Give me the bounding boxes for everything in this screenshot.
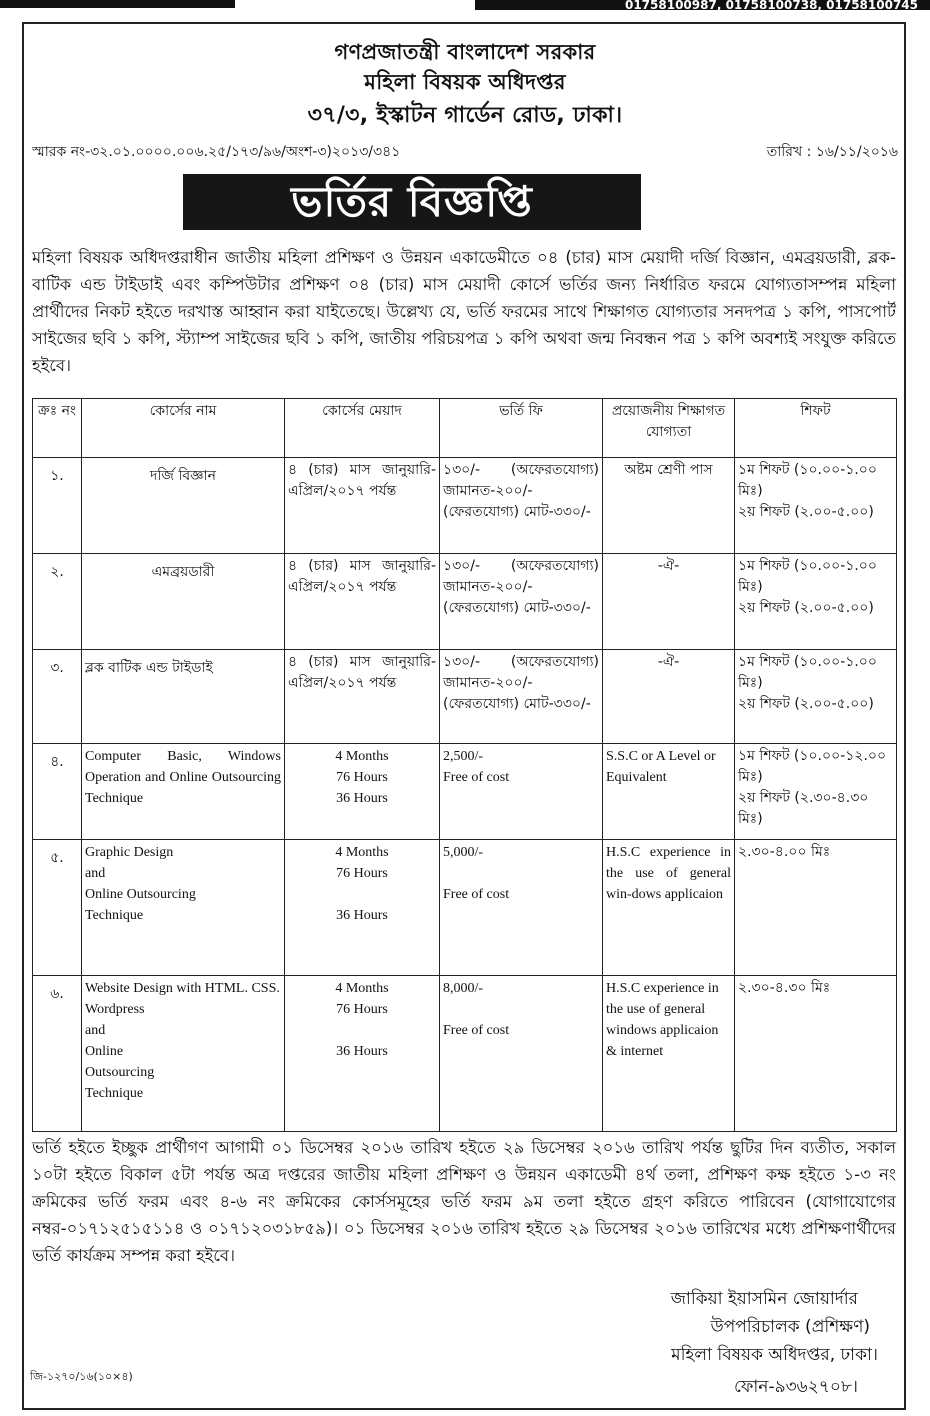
spacer bbox=[443, 999, 599, 1020]
shift-2: ২য় শিফট (২.০০-৫.০০) bbox=[738, 504, 874, 520]
cell-course-name: ব্লক বাটিক এন্ড টাইডাই bbox=[82, 650, 285, 744]
shift-2: ২য় শিফট (২.৩০-৪.৩০ মিঃ) bbox=[738, 790, 869, 827]
cell-course-name: Computer Basic, Windows Operation and Online Outsourcing Technique bbox=[82, 744, 285, 840]
notice-title-banner: ভর্তির বিজ্ঞপ্তি bbox=[183, 174, 641, 230]
cell-shift bbox=[735, 840, 897, 976]
course-name-line: Outsourcing bbox=[85, 1065, 155, 1080]
table-row bbox=[33, 554, 897, 650]
cell-qualification: -ঐ- bbox=[603, 650, 735, 744]
header-duration: কোর্সের মেয়াদ bbox=[285, 399, 440, 458]
cell-shift bbox=[735, 650, 897, 744]
table-row bbox=[33, 840, 897, 976]
intro-paragraph: মহিলা বিষয়ক অধিদপ্তরাধীন জাতীয় মহিলা প্রশিক্ষণ ও উন্নয়ন একাডেমীতে ০৪ (চার) মাস মেয়াদী দর্জি বিজ্ঞান, এমব্রয়ডারী, ব্লক-বাটিক এন্ড টাইডাই এবং কম্পিউটার প্রশিক্ষণ ০৪ (চার) মাস মেয়াদী কোর্সে ভর্তির জন্য নির্ধারিত ফরমে যোগ্যতাসম্পন্ন মহিলা প্রার্থীদের নিকট হইতে দরখাস্ত আহ্বান করা যাইতেছে। উল্লেখ্য যে, ভর্তি ফরমের সাথে শিক্ষাগত যোগ্যতার সনদপত্র ১ কপি, পাসপোর্ট সাইজের ছবি ১ কপি, স্ট্যাম্প সাইজের ছবি ১ কপি, জাতীয় পরিচয়পত্র ১ কপি অথবা জন্ম নিবন্ধন পত্র ১ কপি অবশ্যই সংযুক্ত করিতে হইবে। bbox=[32, 248, 896, 375]
course-name-line: Online Outsourcing bbox=[85, 887, 196, 902]
signatory-name: জাকিয়া ইয়াসমিন জোয়ার্দার bbox=[670, 1289, 858, 1309]
course-name-line: Graphic Design bbox=[85, 845, 174, 860]
course-name-line: and bbox=[85, 1023, 106, 1038]
cell-shift bbox=[735, 458, 897, 554]
duration-months: 4 Months bbox=[335, 749, 389, 764]
course-name-line: Technique bbox=[85, 1086, 144, 1101]
duration-hours-2: 36 Hours bbox=[336, 908, 388, 923]
table-row bbox=[33, 744, 897, 840]
top-strip-left bbox=[0, 0, 235, 17]
notice-date: তারিখ : ১৬/১১/২০১৬ bbox=[766, 144, 898, 160]
cell-duration: ৪ (চার) মাস জানুয়ারি-এপ্রিল/২০১৭ পর্যন্ত bbox=[285, 650, 440, 744]
cell-qualification: H.S.C experience in the use of general windows applicaion & internet bbox=[603, 976, 735, 1132]
course-name-line: Online bbox=[85, 1044, 124, 1059]
shift-1: ১ম শিফট (১০.০০-১.০০ মিঃ) bbox=[738, 654, 878, 691]
fee-amount: 8,000/- bbox=[443, 981, 484, 996]
cell-serial: ১. bbox=[33, 458, 82, 554]
course-name-line: and bbox=[85, 866, 106, 881]
cell-duration bbox=[285, 840, 440, 976]
cell-shift bbox=[735, 976, 897, 1132]
cell-course-name bbox=[82, 840, 285, 976]
top-strip-left-text: facebook.com/... bbox=[40, 8, 107, 17]
cell-serial: ৩. bbox=[33, 650, 82, 744]
top-strip-phone-numbers: 01758100987, 01758100738, 01758100745 bbox=[475, 0, 930, 10]
cell-duration bbox=[285, 976, 440, 1132]
cell-fee bbox=[440, 840, 603, 976]
fee-amount: 5,000/- bbox=[443, 845, 484, 860]
cell-qualification: H.S.C experience in the use of general win-dows applicaion bbox=[603, 840, 735, 976]
course-name-line: Website Design with HTML. CSS. bbox=[85, 981, 280, 996]
spacer bbox=[288, 1020, 436, 1041]
shift-1: ২.৩০-৪.০০ মিঃ bbox=[738, 844, 831, 860]
cell-serial: ৫. bbox=[33, 840, 82, 976]
cell-fee: ১৩০/- (অফেরতযোগ্য) জামানত-২০০/- (ফেরতযোগ্য) মোট-৩৩০/- bbox=[440, 650, 603, 744]
fee-free-note: Free of cost bbox=[443, 770, 510, 785]
duration-hours-1: 76 Hours bbox=[336, 866, 388, 881]
table-row bbox=[33, 976, 897, 1132]
duration-months: 4 Months bbox=[335, 845, 389, 860]
cell-qualification: অষ্টম শ্রেণী পাস bbox=[603, 458, 735, 554]
cell-shift bbox=[735, 744, 897, 840]
cell-duration: ৪ (চার) মাস জানুয়ারি-এপ্রিল/২০১৭ পর্যন্ত bbox=[285, 554, 440, 650]
cell-serial: ২. bbox=[33, 554, 82, 650]
spacer bbox=[443, 863, 599, 884]
cell-fee: ১৩০/- (অফেরতযোগ্য) জামানত-২০০/- (ফেরতযোগ্য) মোট-৩৩০/- bbox=[440, 458, 603, 554]
header-course-name: কোর্সের নাম bbox=[82, 399, 285, 458]
top-strip bbox=[0, 0, 930, 17]
duration-hours-1: 76 Hours bbox=[336, 770, 388, 785]
cell-qualification: S.S.C or A Level or Equivalent bbox=[603, 744, 735, 840]
cell-fee: ১৩০/- (অফেরতযোগ্য) জামানত-২০০/- (ফেরতযোগ্য) মোট-৩৩০/- bbox=[440, 554, 603, 650]
cell-fee bbox=[440, 976, 603, 1132]
table-row bbox=[33, 650, 897, 744]
header-fee: ভর্তি ফি bbox=[440, 399, 603, 458]
header-serial: ক্রঃ নং bbox=[33, 399, 82, 458]
shift-1: ১ম শিফট (১০.০০-১.০০ মিঃ) bbox=[738, 558, 878, 595]
cell-fee bbox=[440, 744, 603, 840]
govt-name: গণপ্রজাতন্ত্রী বাংলাদেশ সরকার bbox=[334, 40, 596, 64]
shift-2: ২য় শিফট (২.০০-৫.০০) bbox=[738, 600, 874, 616]
cell-course-name: এমব্রয়ডারী bbox=[82, 554, 285, 650]
cell-course-name: দর্জি বিজ্ঞান bbox=[82, 458, 285, 554]
signatory-designation: উপপরিচালক (প্রশিক্ষণ) bbox=[710, 1317, 870, 1337]
fee-free-note: Free of cost bbox=[443, 1023, 510, 1038]
duration-hours-2: 36 Hours bbox=[336, 791, 388, 806]
course-name-line: Technique bbox=[85, 908, 144, 923]
shift-2: ২য় শিফট (২.০০-৫.০০) bbox=[738, 696, 874, 712]
print-code: জি-১২৭০/১৬(১০×৪) bbox=[30, 1370, 133, 1383]
duration-months: 4 Months bbox=[335, 981, 389, 996]
department-name: মহিলা বিষয়ক অধিদপ্তর bbox=[364, 70, 566, 94]
duration-hours-2: 36 Hours bbox=[336, 1044, 388, 1059]
cell-shift bbox=[735, 554, 897, 650]
shift-1: ১ম শিফট (১০.০০-১.০০ মিঃ) bbox=[738, 462, 878, 499]
header-qualification: প্রয়োজনীয় শিক্ষাগত যোগ্যতা bbox=[603, 399, 735, 458]
closing-paragraph: ভর্তি হইতে ইচ্ছুক প্রার্থীগণ আগামী ০১ ডিসেম্বর ২০১৬ তারিখ হইতে ২৯ ডিসেম্বর ২০১৬ তারিখ পর্যন্ত ছুটির দিন ব্যতীত, সকাল ১০টা হইতে বিকাল ৫টা পর্যন্ত অত্র দপ্তরের জাতীয় মহিলা প্রশিক্ষণ ও উন্নয়ন একাডেমী ৪র্থ তলা, প্রশিক্ষণ কক্ষ হইতে ১-৩ নং ক্রমিকের ভর্তি ফরম এবং ৪-৬ নং ক্রমিকের কোর্সসমূহের ভর্তি ফরম ৯ম তলা হইতে গ্রহণ করিতে পারিবেন (যোগাযোগের নম্বর-০১৭১২৫১৫১১৪ ও ০১৭১২০৩১৮৫৯)। ০১ ডিসেম্বর ২০১৬ তারিখ হইতে ২৯ ডিসেম্বর ২০১৬ তারিখের মধ্যে প্রশিক্ষণার্থীদের ভর্তি কার্যক্রম সম্পন্ন করা হইবে। bbox=[32, 1138, 896, 1265]
fee-free-note: Free of cost bbox=[443, 887, 510, 902]
header-shift: শিফট bbox=[735, 399, 897, 458]
cell-serial: ৪. bbox=[33, 744, 82, 840]
cell-duration bbox=[285, 744, 440, 840]
course-table bbox=[32, 398, 897, 1132]
table-header-row bbox=[33, 399, 897, 458]
cell-duration: ৪ (চার) মাস জানুয়ারি-এপ্রিল/২০১৭ পর্যন্ত bbox=[285, 458, 440, 554]
table-row bbox=[33, 458, 897, 554]
memo-number: স্মারক নং-৩২.০১.০০০০.০০৬.২৫/১৭৩/৯৬/অংশ-৩)২০১৩/৩৪১ bbox=[32, 144, 401, 160]
shift-1: ১ম শিফট (১০.০০-১২.০০ মিঃ) bbox=[738, 748, 887, 785]
duration-hours-1: 76 Hours bbox=[336, 1002, 388, 1017]
cell-serial: ৬. bbox=[33, 976, 82, 1132]
office-address: ৩৭/৩, ইস্কাটন গার্ডেন রোড, ঢাকা। bbox=[307, 103, 623, 128]
course-name-line: Wordpress bbox=[85, 1002, 145, 1017]
shift-1: ২.৩০-৪.৩০ মিঃ bbox=[738, 980, 831, 996]
cell-qualification: -ঐ- bbox=[603, 554, 735, 650]
cell-course-name bbox=[82, 976, 285, 1132]
signatory-office: মহিলা বিষয়ক অধিদপ্তর, ঢাকা। bbox=[671, 1345, 878, 1365]
spacer bbox=[288, 884, 436, 905]
fee-amount: 2,500/- bbox=[443, 749, 484, 764]
signatory-phone: ফোন-৯৩৬২৭০৮। bbox=[734, 1377, 858, 1397]
